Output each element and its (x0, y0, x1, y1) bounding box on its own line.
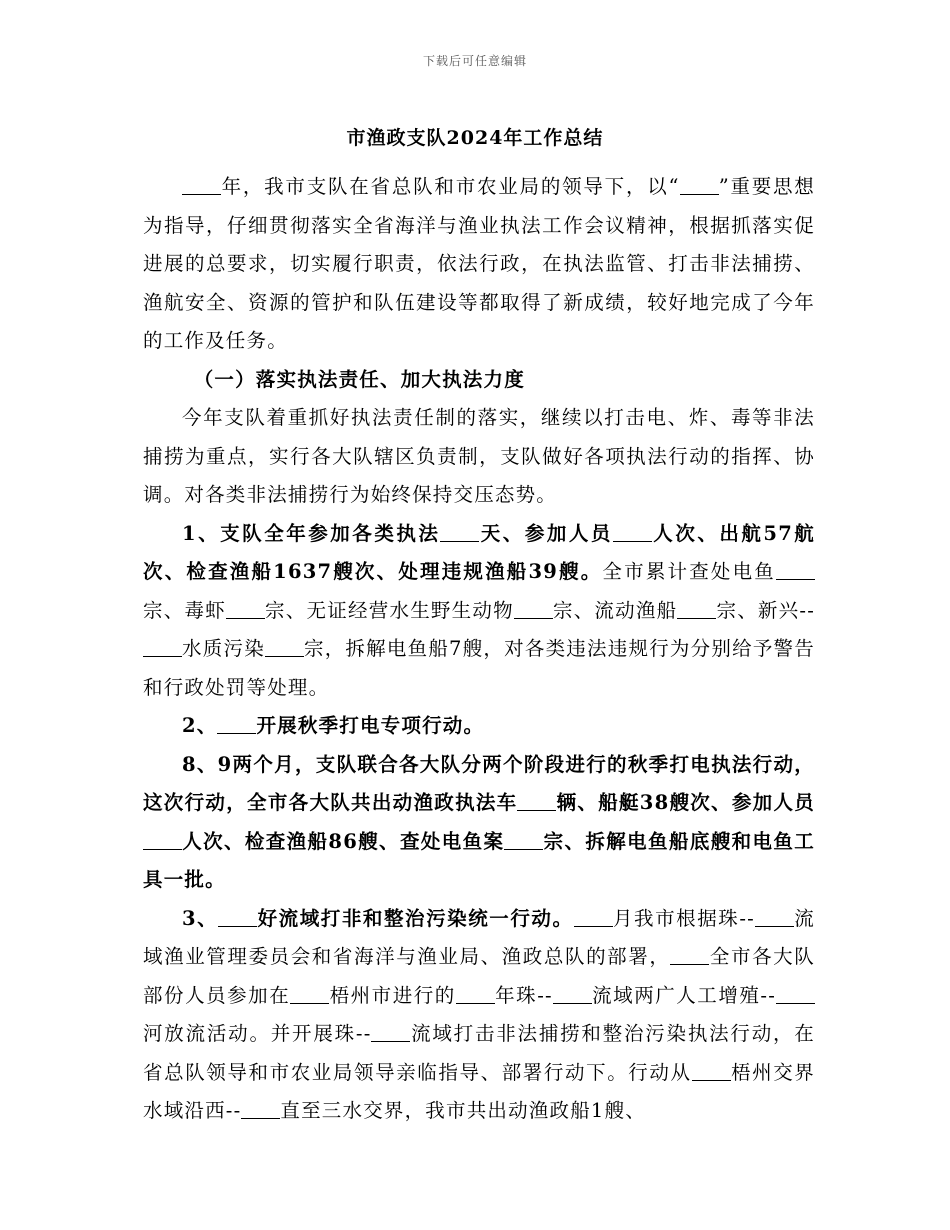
blank-underline (670, 944, 709, 965)
text-run: 全市累计查处电鱼 (602, 560, 776, 583)
text-run: 月我市根据珠-- (612, 906, 755, 930)
item-2-heading (143, 707, 815, 746)
text-run: 宗，拆解电鱼船7艘，对各类违法违规行为分别给予警告和行政处罚等处理。 (143, 637, 815, 699)
blank-underline (143, 828, 182, 849)
text-run: 3、 (182, 906, 219, 930)
item-3-paragraph (143, 900, 815, 1131)
text-run: 流域两广人工增殖-- (591, 983, 776, 1007)
blank-underline (218, 905, 257, 926)
text-run: 8、9两个月，支队联合各大队分两个阶段进行的秋季打电执法行动，这次行动，全市各大队共出动渔政执法车 (143, 752, 815, 814)
text-run: 直至三水交界，我市共出动渔政船1艘、 (280, 1099, 646, 1122)
blank-underline (226, 597, 265, 618)
text-run: 流域渔业管理委员会和省海洋与渔业局、渔政总队的部署， (143, 906, 816, 968)
text-run: ”重要思想为指导，仔细贯彻落实全省海洋与渔业执法工作会议精神，根据抓落实促进展的总要求，切实履行职责，依法行政，在执法监管、打击非法捕捞、渔航安全、资源的管护和队伍建设等都取得了新成绩，较好地完成了今年的工作及任务。 (143, 175, 815, 352)
blank-underline (755, 905, 794, 926)
body-paragraph: 今年支队着重抓好执法责任制的落实，继续以打击电、炸、毒等非法捕捞为重点，实行各大队辖区负责制，支队做好各项执法行动的指挥、协调。对各类非法捕捞行为始终保持交压态势。 (143, 406, 815, 506)
text-run: 宗、新兴-- (716, 598, 815, 622)
blank-underline (574, 905, 613, 926)
blank-underline (553, 982, 592, 1003)
blank-underline (371, 1021, 410, 1042)
text-run: 人次、出航57航次、检查渔船1637艘次、处理违规渔船39艘。 (143, 521, 815, 583)
section-heading: （一）落实执法责任、加大执法力度 (193, 367, 525, 391)
item-2-paragraph (143, 746, 815, 900)
text-run: 年珠-- (494, 983, 553, 1007)
blank-underline (776, 982, 815, 1003)
blank-underline (504, 828, 543, 849)
document-title: 市渔政支队2024年工作总结 (346, 127, 604, 149)
blank-underline (290, 982, 329, 1003)
item-3-bold-run (182, 907, 574, 930)
text-run: 宗、毒虾 (143, 598, 226, 622)
text-run: 梧州市进行的 (329, 983, 456, 1007)
text-run: 流域打击非法捕捞和整治污染执法行动，在省总队领导和市农业局领导亲临指导、部署行动下。行动从 (143, 1022, 815, 1084)
text-run: 宗、无证经营水生野生动物 (264, 598, 514, 622)
document-body (143, 168, 815, 1131)
blank-underline (217, 713, 256, 734)
text-run: 好流域打非和整治污染统一行动。 (257, 906, 574, 930)
text-run: 水质污染 (182, 637, 265, 660)
text-run: 宗、拆解电鱼船底艘和电鱼工具一批。 (143, 829, 815, 891)
blank-underline (692, 1059, 731, 1080)
blank-underline (776, 559, 815, 580)
text-run: 梧州交界水域沿西-- (143, 1060, 815, 1122)
blank-underline (613, 520, 652, 541)
header-note: 下载后可任意编辑 (422, 54, 527, 68)
item-1-paragraph (143, 515, 815, 708)
text-run: 河放流活动。并开展珠-- (143, 1022, 372, 1045)
intro-paragraph (143, 168, 815, 361)
text-run: 1、支队全年参加各类执法 (182, 521, 441, 545)
text-run: 2、 (182, 714, 218, 737)
blank-underline (517, 790, 556, 811)
text-run: 年，我市支队在省总队和市农业局的领导下，以“ (221, 175, 680, 198)
text-run: 辆、船艇38艘次、参加人员 (556, 791, 815, 814)
blank-underline (182, 174, 221, 195)
blank-underline (143, 636, 182, 657)
blank-underline (514, 597, 553, 618)
text-run: 开展秋季打电专项行动。 (256, 714, 485, 737)
blank-underline (456, 982, 495, 1003)
blank-underline (265, 636, 304, 657)
blank-underline (680, 174, 719, 195)
blank-underline (440, 520, 479, 541)
text-run: 人次、检查渔船86艘、查处电鱼案 (182, 829, 505, 853)
text-run: 全市各大队部份人员参加在 (143, 945, 815, 1007)
text-run: 天、参加人员 (479, 521, 613, 545)
blank-underline (677, 597, 716, 618)
blank-underline (241, 1098, 280, 1119)
text-run: 宗、流动渔船 (552, 598, 678, 622)
